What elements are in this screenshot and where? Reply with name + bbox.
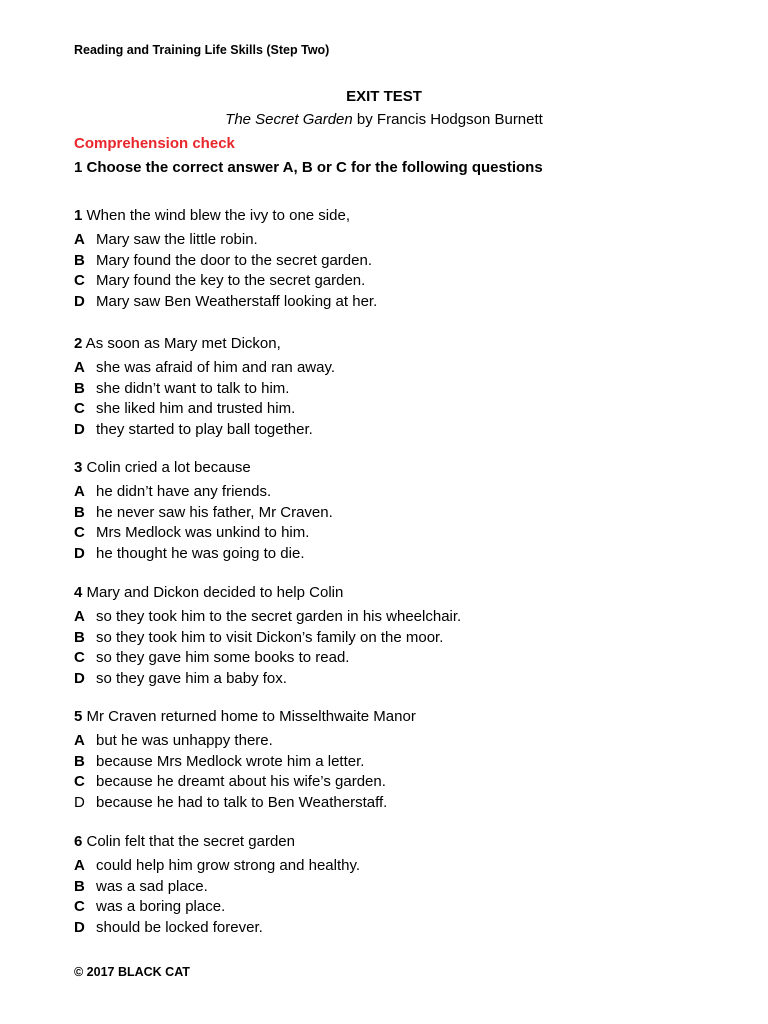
question-text: As soon as Mary met Dickon,	[82, 335, 281, 352]
option-c	[74, 523, 694, 544]
page-header: Reading and Training Life Skills (Step Two)	[74, 43, 330, 57]
question-6	[74, 832, 694, 939]
option-text: Mrs Medlock was unkind to him.	[96, 524, 310, 542]
question-text: Colin felt that the secret garden	[82, 833, 295, 850]
question-number: 4	[74, 584, 83, 601]
option-letter: D	[74, 545, 85, 563]
option-text: so they took him to the secret garden in his wheelchair.	[96, 608, 462, 625]
option-c	[74, 772, 694, 793]
option-letter: A	[74, 608, 85, 625]
option-text: so they gave him some books to read.	[96, 649, 350, 667]
option-text: because he dreamt about his wife’s garden.	[96, 773, 386, 791]
option-b	[74, 877, 694, 898]
question-number: 6	[74, 833, 83, 850]
option-text: they started to play ball together.	[96, 421, 313, 439]
option-d	[74, 420, 694, 441]
question-1	[74, 206, 694, 313]
option-c	[74, 271, 694, 292]
option-d	[74, 918, 694, 939]
option-text: so they gave him a baby fox.	[96, 670, 287, 688]
option-text: was a boring place.	[96, 898, 226, 916]
option-letter: B	[74, 503, 85, 521]
option-b	[74, 752, 694, 773]
option-text: because Mrs Medlock wrote him a letter.	[96, 752, 365, 770]
option-text: Mary saw Ben Weatherstaff looking at her.	[96, 293, 378, 311]
question-stem	[74, 334, 694, 358]
option-letter: B	[74, 628, 85, 646]
option-letter: C	[74, 400, 85, 418]
option-letter: A	[74, 857, 85, 874]
option-text: should be locked forever.	[96, 919, 263, 937]
option-a	[74, 856, 694, 877]
option-letter: C	[74, 524, 85, 542]
copyright-footer: © 2017 BLACK CAT	[74, 965, 190, 979]
option-text: she didn’t want to talk to him.	[96, 379, 290, 397]
option-letter: B	[74, 379, 85, 397]
question-5	[74, 707, 694, 814]
option-d	[74, 292, 694, 313]
question-text: When the wind blew the ivy to one side,	[82, 207, 350, 224]
option-letter: C	[74, 773, 85, 791]
option-text: Mary saw the little robin.	[96, 231, 258, 248]
option-b	[74, 503, 694, 524]
option-letter: D	[74, 670, 85, 688]
question-text: Colin cried a lot because	[82, 459, 251, 476]
option-d	[74, 793, 694, 814]
option-letter: B	[74, 251, 85, 269]
option-d	[74, 669, 694, 690]
question-number: 1	[74, 207, 83, 224]
book-byline: by Francis Hodgson Burnett	[352, 111, 543, 128]
option-letter: A	[74, 231, 85, 248]
option-a	[74, 230, 694, 251]
question-number: 5	[74, 708, 83, 725]
option-a	[74, 607, 694, 628]
option-text: because he had to talk to Ben Weatherstaff.	[96, 794, 388, 812]
option-text: she was afraid of him and ran away.	[96, 359, 336, 376]
question-stem	[74, 458, 694, 482]
option-text: could help him grow strong and healthy.	[96, 857, 361, 874]
option-text: Mary found the door to the secret garden.	[96, 251, 372, 269]
instruction: 1 Choose the correct answer A, B or C for the following questions	[74, 159, 543, 176]
option-a	[74, 482, 694, 503]
option-letter: D	[74, 421, 85, 439]
book-title: The Secret Garden	[225, 111, 353, 128]
option-letter: C	[74, 649, 85, 667]
option-b	[74, 251, 694, 272]
question-number: 2	[74, 335, 83, 352]
question-3	[74, 458, 694, 565]
option-d	[74, 544, 694, 565]
book-line	[0, 111, 768, 128]
question-2	[74, 334, 694, 441]
option-letter: D	[74, 919, 85, 937]
exit-test-title: EXIT TEST	[346, 88, 422, 105]
option-c	[74, 648, 694, 669]
question-number: 3	[74, 459, 83, 476]
option-a	[74, 731, 694, 752]
option-text: he never saw his father, Mr Craven.	[96, 503, 333, 521]
option-c	[74, 399, 694, 420]
option-letter: C	[74, 898, 85, 916]
question-text: Mary and Dickon decided to help Colin	[82, 584, 344, 601]
option-letter: B	[74, 752, 85, 770]
question-stem	[74, 707, 694, 731]
option-letter: A	[74, 483, 85, 500]
question-stem	[74, 832, 694, 856]
option-c	[74, 897, 694, 918]
option-letter: A	[74, 732, 85, 749]
question-stem	[74, 583, 694, 607]
option-text: was a sad place.	[96, 877, 208, 895]
option-text: so they took him to visit Dickon’s family on the moor.	[96, 628, 444, 646]
option-letter: D	[74, 293, 85, 311]
question-stem	[74, 206, 694, 230]
option-letter: D	[74, 794, 85, 812]
option-text: he thought he was going to die.	[96, 545, 305, 563]
question-4	[74, 583, 694, 690]
option-text: she liked him and trusted him.	[96, 400, 296, 418]
option-b	[74, 628, 694, 649]
option-letter: C	[74, 272, 85, 290]
option-text: Mary found the key to the secret garden.	[96, 272, 366, 290]
question-text: Mr Craven returned home to Misselthwaite Manor	[82, 708, 416, 725]
option-a	[74, 358, 694, 379]
option-text: he didn’t have any friends.	[96, 483, 272, 500]
option-b	[74, 379, 694, 400]
section-title: Comprehension check	[74, 135, 235, 152]
option-letter: A	[74, 359, 85, 376]
option-letter: B	[74, 877, 85, 895]
option-text: but he was unhappy there.	[96, 732, 273, 749]
